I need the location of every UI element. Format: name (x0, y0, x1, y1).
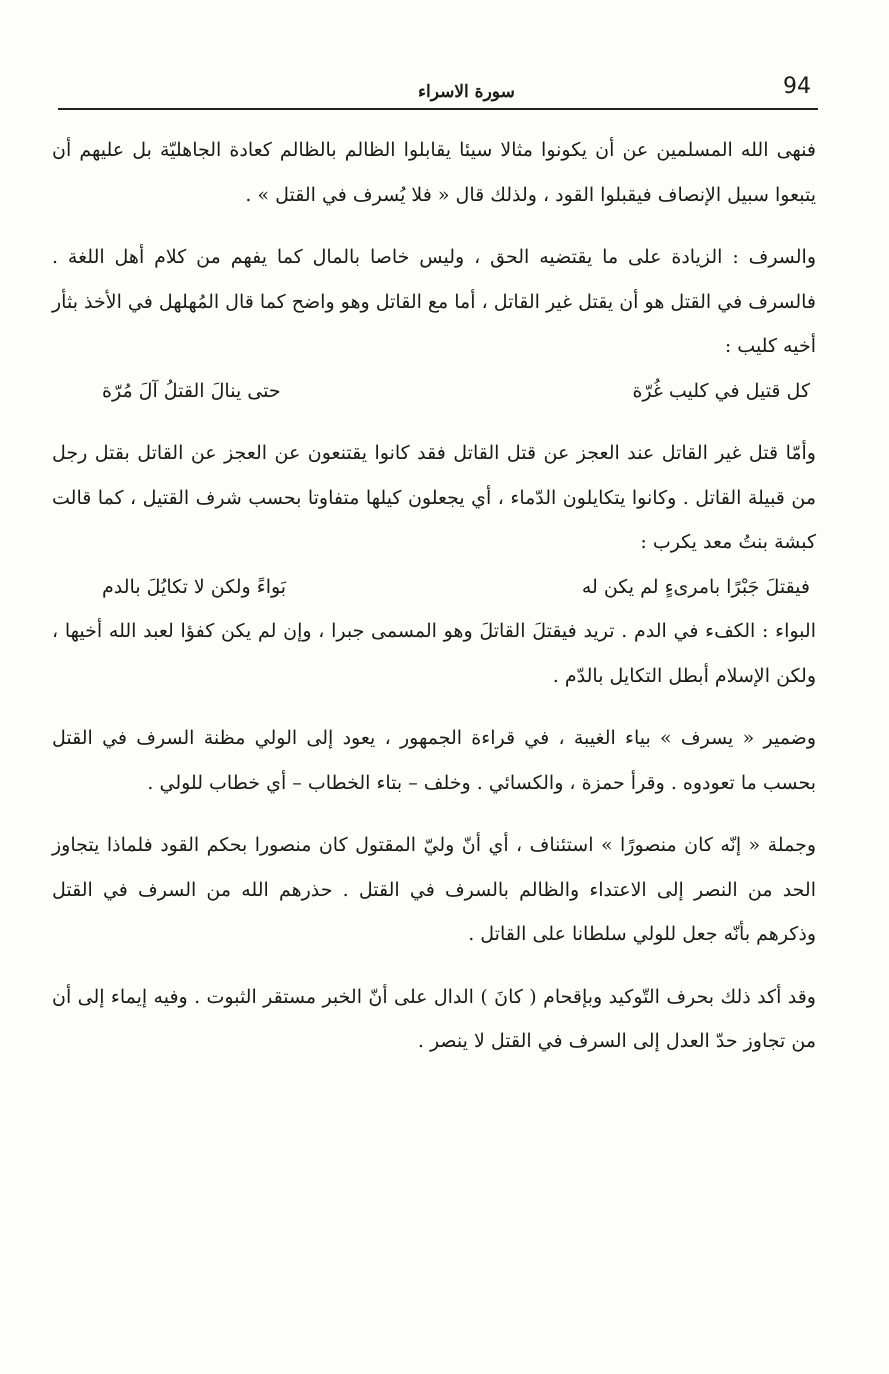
verse (52, 369, 816, 414)
paragraph: فنهى الله المسلمين عن أن يكونوا مثالا سيئا يقابلوا الظالم بالظالم كعادة الجاهليّة بل عليهم أن يتبعوا سبيل الإنصاف فيقبلوا القود ، ولذلك قال « فلا يُسرف في القتل » . (52, 139, 816, 206)
paragraph: وأمّا قتل غير القاتل عند العجز عن قتل القاتل فقد كانوا يقتنعون عن العجز عن القاتل بقتل رجل من قبيلة القاتل . وكانوا يتكايلون الدّماء ، أي يجعلون كيلها متفاوتا بحسب شرف القتيل ، كما قالت كبشة بنتُ معد يكرب : (52, 442, 816, 553)
page-body (52, 128, 816, 1064)
verse-second-hemistich: حتى ينالَ القتلُ آلَ مُرّة (102, 379, 281, 402)
verse-first-hemistich: كل قتيل في كليب غُرّة (632, 379, 810, 402)
verse-second-hemistich: بَواءً ولكن لا تكايُلَ بالدم (102, 575, 287, 598)
paragraph: والسرف : الزيادة على ما يقتضيه الحق ، وليس خاصا بالمال كما يفهم من كلام أهل اللغة . فالسرف في القتل هو أن يقتل غير القاتل ، أما مع القاتل وهو واضح كما قال المُهلهل في الأخذ بثأر أخيه كليب : (52, 246, 816, 357)
header-rule (58, 108, 818, 110)
page-number: 94 (783, 74, 811, 99)
verse (52, 565, 816, 610)
page-header (58, 68, 818, 108)
paragraph: وقد أكد ذلك بحرف التّوكيد وبإقحام ( كانَ ) الدال على أنّ الخبر مستقر الثبوت . وفيه إيماء إلى أن من تجاوز حدّ العدل إلى السرف في القتل لا ينصر . (52, 985, 816, 1052)
paragraph: وجملة « إنّه كان منصورًا » استئناف ، أي أنّ وليّ المقتول كان منصورا بحكم القود فلماذا يتجاوز الحد من النصر إلى الاعتداء والظالم بالسرف في القتل . حذرهم الله من السرف في القتل وذكرهم بأنّه جعل للولي سلطانا على القاتل . (52, 834, 816, 945)
paragraph: البواء : الكفء في الدم . تريد فيقتلَ القاتلَ وهو المسمى جبرا ، وإن لم يكن كفؤا لعبد الله أخيها ، ولكن الإسلام أبطل التكايل بالدّم . (52, 620, 816, 687)
verse-first-hemistich: فيقتلَ جَبْرًا بامرىءٍ لم يكن له (581, 575, 810, 598)
running-title: سورة الاسراء (418, 82, 515, 102)
paragraph: وضمير « يسرف » بياء الغيبة ، في قراءة الجمهور ، يعود إلى الولي مظنة السرف في القتل بحسب ما تعودوه . وقرأ حمزة ، والكسائي . وخلف – بتاء الخطاب – أي خطاب للولي . (52, 727, 816, 794)
